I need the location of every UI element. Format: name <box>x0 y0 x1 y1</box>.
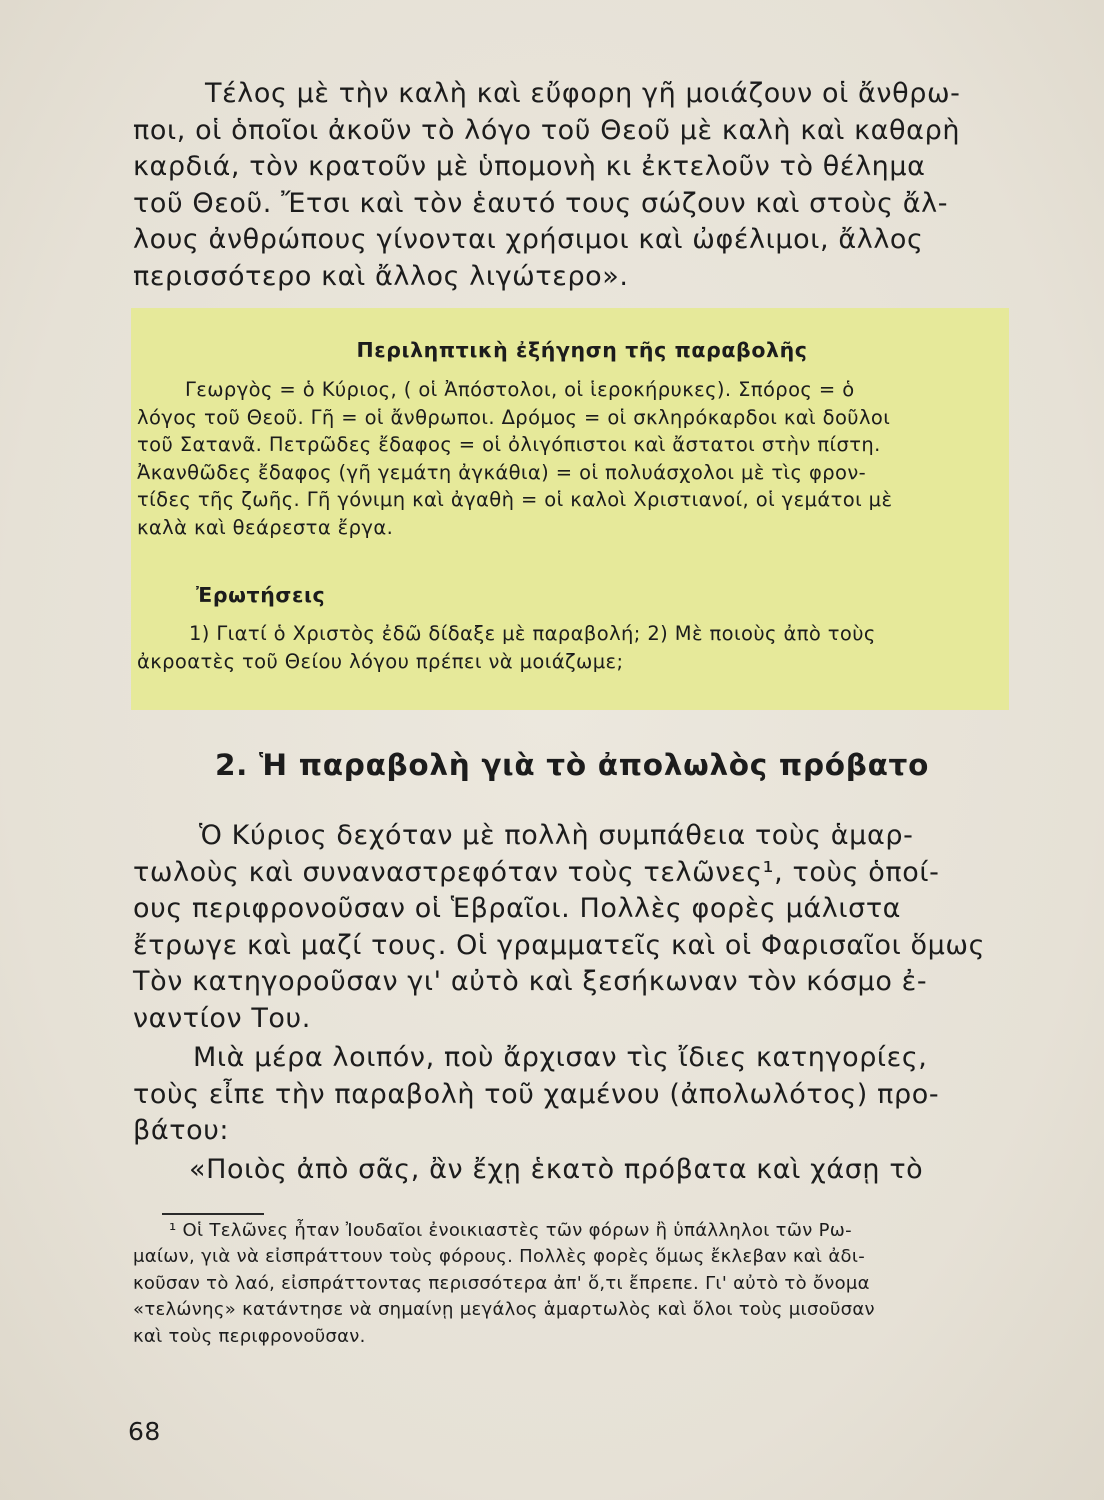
text-line: ἀκροατὲς τοῦ Θείου λόγου πρέπει νὰ μοιάζωμε; <box>137 649 624 673</box>
questions-text <box>137 620 1007 675</box>
text-line: καλὰ καὶ θεάρεστα ἔργα. <box>137 515 394 539</box>
questions-title: Ἐρωτήσεις <box>196 583 326 607</box>
text-line: καρδιά, τὸν κρατοῦν μὲ ὑπομονὴ κι ἐκτελοῦν τὸ θέλημα <box>133 151 926 182</box>
text-line: Μιὰ μέρα λοιπόν, ποὺ ἄρχισαν τὶς ἴδιες κατηγορίες, <box>193 1042 928 1073</box>
text-line: Ὁ Κύριος δεχόταν μὲ πολλὴ συμπάθεια τοὺς ἁμαρ- <box>199 820 914 851</box>
paragraph-good-soil <box>133 76 1009 295</box>
text-line: ποι, οἱ ὁποῖοι ἀκοῦν τὸ λόγο τοῦ Θεοῦ μὲ καλὴ καὶ καθαρὴ <box>133 114 961 146</box>
text-line: τοῦ Σατανᾶ. Πετρῶδες ἔδαφος = οἱ ὀλιγόπιστοι καὶ ἄστατοι στὴν πίστη. <box>137 433 881 456</box>
text-line: περισσότερο καὶ ἄλλος λιγώτερο». <box>133 260 629 292</box>
text-line: 1) Γιατί ὁ Χριστὸς ἐδῶ δίδαξε μὲ παραβολή; 2) Μὲ ποιοὺς ἀπὸ τοὺς <box>189 622 876 645</box>
text-line: μαίων, γιὰ νὰ εἰσπράττουν τοὺς φόρους. Πολλὲς φορὲς ὅμως ἔκλεβαν καὶ ἀδι- <box>133 1246 866 1268</box>
text-line: «τελώνης» κατάντησε νὰ σημαίνῃ μεγάλος ἁμαρτωλὸς καὶ ὅλοι τοὺς μισοῦσαν <box>133 1299 875 1321</box>
paragraph-sinners <box>133 818 1009 1037</box>
text-line: ους περιφρονοῦσαν οἱ Ἑβραῖοι. Πολλὲς φορὲς μάλιστα <box>133 893 902 924</box>
text-line: λόγος τοῦ Θεοῦ. Γῆ = οἱ ἄνθρωποι. Δρόμος = οἱ σκληρόκαρδοι καὶ δοῦλοι <box>137 405 891 429</box>
text-line: ¹ Οἱ Τελῶνες ἦταν Ἰουδαῖοι ἐνοικιαστὲς τῶν φόρων ἢ ὑπάλληλοι τῶν Ρω- <box>169 1220 852 1241</box>
footnote <box>133 1218 995 1350</box>
text-line: ναντίον Του. <box>133 1002 311 1034</box>
text-line: καὶ τοὺς περιφρονοῦσαν. <box>133 1325 366 1347</box>
footnote-divider <box>162 1213 264 1215</box>
text-line: ἔτρωγε καὶ μαζί τους. Οἱ γραμματεῖς καὶ οἱ Φαρισαῖοι ὅμως <box>133 929 986 961</box>
text-line: τοῦ Θεοῦ. Ἔτσι καὶ τὸν ἑαυτό τους σώζουν καὶ στοὺς ἄλ- <box>133 187 949 219</box>
text-line: λους ἀνθρώπους γίνονται χρήσιμοι καὶ ὠφέλιμοι, ἄλλος <box>133 224 924 255</box>
text-line: τίδες τῆς ζωῆς. Γῆ γόνιμη καὶ ἀγαθὴ = οἱ καλοὶ Χριστιανοί, οἱ γεμάτοι μὲ <box>137 488 893 511</box>
section-heading: 2. Ἡ παραβολὴ γιὰ τὸ ἀπολωλὸς πρόβατο <box>214 748 930 782</box>
page-number: 68 <box>128 1417 161 1446</box>
text-line: τωλοὺς καὶ συναναστρεφόταν τοὺς τελῶνες¹, τοὺς ὁποί- <box>133 856 940 888</box>
summary-title: Περιληπτικὴ ἐξήγηση τῆς παραβολῆς <box>356 338 808 362</box>
paragraph-one-day <box>133 1040 1009 1150</box>
text-line: κοῦσαν τὸ λαό, εἰσπράττοντας περισσότερα ἀπ' ὅ,τι ἔπρεπε. Γι' αὐτὸ τὸ ὄνομα <box>133 1272 870 1294</box>
text-line: Τέλος μὲ τὴν καλὴ καὶ εὔφορη γῆ μοιάζουν οἱ ἄνθρω- <box>205 78 961 109</box>
paragraph-quote <box>133 1152 1009 1189</box>
text-line: Γεωργὸς = ὁ Κύριος, ( οἱ Ἀπόστολοι, οἱ ἱεροκήρυκες). Σπόρος = ὁ <box>185 378 855 401</box>
summary-text <box>137 376 1007 541</box>
text-line: Ἀκανθῶδες ἔδαφος (γῆ γεμάτη ἀγκάθια) = οἱ πολυάσχολοι μὲ τὶς φρον- <box>137 460 867 484</box>
text-line: Τὸν κατηγοροῦσαν γι' αὐτὸ καὶ ξεσήκωναν τὸν κόσμο ἐ- <box>133 966 928 997</box>
text-line: τοὺς εἶπε τὴν παραβολὴ τοῦ χαμένου (ἀπολωλότος) προ- <box>133 1078 940 1110</box>
text-line: βάτου: <box>133 1115 230 1146</box>
text-line: «Ποιὸς ἀπὸ σᾶς, ἂν ἔχῃ ἑκατὸ πρόβατα καὶ χάσῃ τὸ <box>189 1154 924 1185</box>
